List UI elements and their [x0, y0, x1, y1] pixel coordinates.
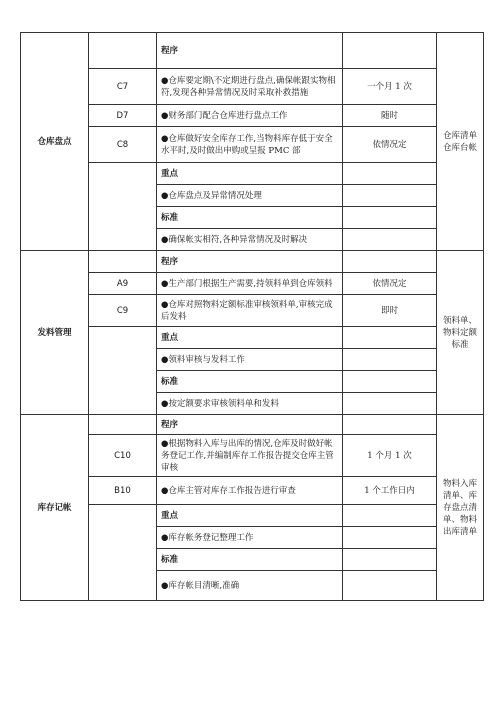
step-frequency: 1 个工作日内 [343, 477, 437, 505]
step-content: ●仓库要定期\不定期进行盘点,确保帐跟实物相符,发现各种异常情况及时采取补救措施 [157, 69, 343, 105]
key-point-text: ●领料审核与发料工作 [157, 349, 343, 371]
step-code: D7 [89, 105, 157, 127]
step-frequency: 一个月 1 次 [343, 69, 437, 105]
table-row [21, 33, 484, 69]
program-label: 程序 [157, 33, 343, 69]
key-point-label: 重点 [157, 505, 343, 527]
table-row [21, 69, 484, 105]
step-frequency: 即时 [343, 295, 437, 327]
table-row [21, 295, 484, 327]
table-row [21, 505, 484, 527]
key-point-label: 重点 [157, 327, 343, 349]
step-content: ●仓库主管对库存工作报告进行审查 [157, 477, 343, 505]
table-row [21, 105, 484, 127]
standard-text: ●库存帐目清晰,准确 [157, 571, 343, 601]
table-row [21, 127, 484, 163]
related-documents: 物料入库清单、库存盘点清单、物料出库清单 [437, 415, 484, 601]
step-content: ●财务部门配合仓库进行盘点工作 [157, 105, 343, 127]
table-row [21, 477, 484, 505]
step-frequency: 1 个月 1 次 [343, 435, 437, 477]
table-row [21, 415, 484, 435]
step-frequency: 依情况定 [343, 127, 437, 163]
step-frequency: 随时 [343, 105, 437, 127]
table-row [21, 163, 484, 185]
standard-label: 标准 [157, 207, 343, 229]
table-row [21, 435, 484, 477]
step-content: ●仓库做好安全库存工作,当物料库存低于安全水平时,及时做出申购或呈报 PMC 部 [157, 127, 343, 163]
section-name: 库存记帐 [21, 415, 89, 601]
step-content: ●生产部门根据生产需要,持领料单到仓库领料 [157, 273, 343, 295]
standard-text: ●确保帐实相符,各种异常情况及时解决 [157, 229, 343, 251]
key-point-label: 重点 [157, 163, 343, 185]
step-code: C7 [89, 69, 157, 105]
standard-label: 标准 [157, 549, 343, 571]
related-documents: 仓库清单仓库台帐 [437, 33, 484, 251]
program-label: 程序 [157, 251, 343, 273]
table-row [21, 327, 484, 349]
table-row [21, 273, 484, 295]
step-content: ●根据物料入库与出库的情况,仓库及时做好帐务登记工作,并编制库存工作报告提交仓库主管审核 [157, 435, 343, 477]
table-row [21, 251, 484, 273]
step-frequency: 依情况定 [343, 273, 437, 295]
step-code: C10 [89, 435, 157, 477]
program-label: 程序 [157, 415, 343, 435]
section-name: 仓库盘点 [21, 33, 89, 251]
related-documents: 领料单、物料定额标准 [437, 251, 484, 415]
key-point-text: ●仓库盘点及异常情况处理 [157, 185, 343, 207]
process-table [20, 32, 484, 601]
step-code: A9 [89, 273, 157, 295]
step-code: C9 [89, 295, 157, 327]
step-content: ●仓库对照物料定额标准审核领料单,审核完成后发料 [157, 295, 343, 327]
step-code: C8 [89, 127, 157, 163]
step-code: B10 [89, 477, 157, 505]
standard-label: 标准 [157, 371, 343, 393]
key-point-text: ●库存帐务登记整理工作 [157, 527, 343, 549]
standard-text: ●按定额要求审核领料单和发料 [157, 393, 343, 415]
section-name: 发料管理 [21, 251, 89, 415]
